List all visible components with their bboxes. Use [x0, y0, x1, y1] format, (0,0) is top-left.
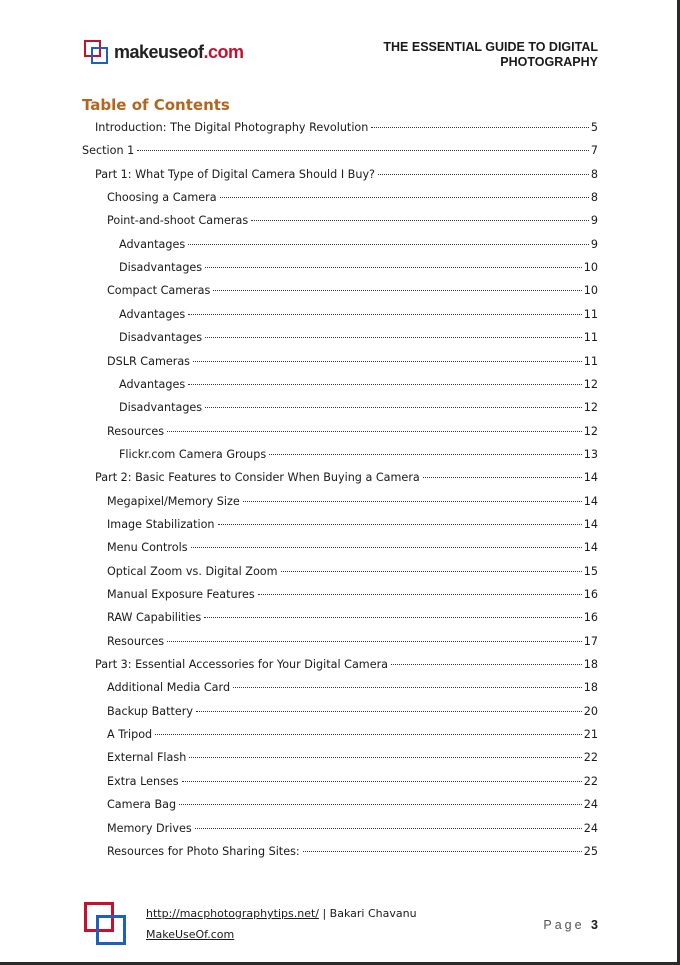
toc-entry-page: 8 — [590, 167, 598, 181]
toc-entry[interactable] — [95, 168, 598, 184]
toc-entry[interactable] — [119, 261, 598, 277]
toc-entry[interactable] — [95, 121, 598, 137]
toc-entry-page: 24 — [583, 821, 598, 835]
toc-entry[interactable] — [107, 728, 598, 744]
toc-dot-leader — [179, 804, 582, 805]
toc-entry-page: 16 — [583, 588, 598, 601]
toc-entry-label: Resources for Photo Sharing Sites: — [107, 844, 300, 858]
toc-entry-label: Point-and-shoot Cameras — [107, 214, 249, 228]
toc-dot-leader — [243, 501, 582, 502]
toc-entry-label: Part 1: What Type of Digital Camera Should I Buy? — [95, 167, 375, 181]
toc-entry[interactable] — [107, 681, 598, 697]
toc-entry-label: Flickr.com Camera Groups — [119, 447, 267, 461]
toc-dot-leader — [281, 571, 582, 572]
toc-entry[interactable] — [119, 238, 598, 254]
toc-entry[interactable] — [119, 308, 598, 324]
toc-entry-page: 8 — [590, 191, 598, 205]
toc-dot-leader — [205, 267, 582, 268]
page-number — [543, 918, 598, 932]
toc-dot-leader — [193, 361, 582, 362]
toc-entry-page: 10 — [583, 284, 598, 298]
footer-logo-icon — [84, 902, 126, 944]
toc-entry[interactable] — [107, 565, 598, 581]
toc-entry-label: Manual Exposure Features — [107, 588, 255, 601]
toc-dot-leader — [423, 477, 582, 478]
toc-heading: Table of Contents — [82, 96, 230, 114]
toc-dot-leader — [189, 757, 581, 758]
toc-entry-page: 12 — [583, 377, 598, 391]
toc-entry[interactable] — [107, 635, 598, 651]
toc-entry-page: 7 — [590, 144, 598, 158]
document-title-line1: THE ESSENTIAL GUIDE TO DIGITAL — [383, 40, 598, 54]
toc-dot-leader — [188, 314, 582, 315]
toc-entry[interactable] — [107, 775, 598, 791]
toc-entry-label: Memory Drives — [107, 821, 192, 835]
toc-entry-page: 10 — [583, 261, 598, 275]
toc-entry-label: Backup Battery — [107, 704, 193, 718]
toc-dot-leader — [218, 524, 582, 525]
toc-entry[interactable] — [107, 355, 598, 371]
logo-suffix: .com — [203, 41, 244, 62]
toc-dot-leader — [155, 734, 582, 735]
toc-entry-page: 5 — [590, 121, 598, 134]
logo-text — [114, 42, 244, 63]
header-logo — [84, 40, 244, 64]
toc-dot-leader — [182, 781, 582, 782]
toc-entry-label: Extra Lenses — [107, 774, 179, 788]
footer-author: | Bakari Chavanu — [318, 907, 417, 920]
toc-dot-leader — [205, 337, 582, 338]
toc-entry[interactable] — [107, 588, 598, 604]
toc-dot-leader — [205, 407, 582, 408]
toc-entry-page: 13 — [583, 447, 598, 461]
toc-entry-page: 9 — [590, 237, 598, 251]
toc-entry-label: Disadvantages — [119, 261, 203, 275]
toc-entry-page: 14 — [583, 541, 598, 555]
toc-dot-leader — [303, 851, 582, 852]
toc-dot-leader — [137, 150, 589, 151]
toc-entry-page: 20 — [583, 704, 598, 718]
toc-entry-label: Introduction: The Digital Photography Revolution — [95, 121, 369, 134]
toc-entry-label: Disadvantages — [119, 401, 203, 415]
toc-entry-label: Part 3: Essential Accessories for Your Digital Camera — [95, 658, 389, 672]
makeuseof-logo-icon — [84, 40, 108, 64]
toc-entry[interactable] — [119, 401, 598, 417]
toc-entry-page: 18 — [583, 681, 598, 695]
footer-site-link[interactable]: MakeUseOf.com — [146, 928, 235, 941]
toc-dot-leader — [220, 197, 589, 198]
toc-entry-label: Advantages — [119, 237, 186, 251]
toc-entry-page: 25 — [583, 844, 598, 858]
document-title — [298, 40, 598, 70]
toc-entry[interactable] — [119, 448, 598, 464]
toc-entry[interactable] — [107, 822, 598, 838]
toc-entry-page: 22 — [583, 751, 598, 765]
toc-entry-label: Additional Media Card — [107, 681, 231, 695]
logo-prefix: makeuseof — [114, 41, 204, 62]
toc-entry-page: 9 — [590, 214, 598, 228]
toc-entry-label: A Tripod — [107, 728, 153, 742]
toc-dot-leader — [213, 290, 581, 291]
toc-entry-label: Advantages — [119, 377, 186, 391]
toc-entry[interactable] — [119, 331, 598, 347]
page-label: Page — [543, 918, 585, 932]
toc-entry[interactable] — [107, 214, 598, 230]
toc-entry-page: 11 — [583, 307, 598, 321]
toc-entry-label: Part 2: Basic Features to Consider When Buying a Camera — [95, 471, 420, 485]
toc-entry-label: Resources — [107, 424, 165, 438]
toc-dot-leader — [258, 594, 582, 595]
toc-entry[interactable] — [107, 705, 598, 721]
toc-dot-leader — [195, 828, 582, 829]
toc-entry-page: 16 — [583, 611, 598, 625]
toc-entry[interactable] — [107, 751, 598, 767]
toc-entry-label: Image Stabilization — [107, 517, 215, 531]
toc-entry-label: Disadvantages — [119, 331, 203, 345]
toc-entry-page: 22 — [583, 774, 598, 788]
page-number-value: 3 — [591, 918, 598, 932]
toc-entry[interactable] — [95, 471, 598, 487]
toc-dot-leader — [188, 244, 589, 245]
toc-entry-label: External Flash — [107, 751, 187, 765]
toc-entry-label: DSLR Cameras — [107, 354, 191, 368]
toc-entry-page: 24 — [583, 798, 598, 812]
toc-dot-leader — [188, 384, 582, 385]
toc-dot-leader — [167, 431, 582, 432]
toc-entry[interactable] — [107, 845, 598, 861]
toc-entry-label: Megapixel/Memory Size — [107, 494, 240, 508]
toc-entry[interactable] — [107, 191, 598, 207]
toc-entry-page: 12 — [583, 401, 598, 415]
toc-dot-leader — [233, 687, 582, 688]
toc-dot-leader — [371, 127, 589, 128]
toc-entry-page: 12 — [583, 424, 598, 438]
toc-dot-leader — [167, 641, 582, 642]
toc-entry-page: 17 — [583, 634, 598, 648]
toc-entry[interactable] — [119, 378, 598, 394]
toc-entry[interactable] — [95, 658, 598, 674]
toc-entry-label: Camera Bag — [107, 798, 177, 812]
toc-entry-label: Advantages — [119, 307, 186, 321]
toc-dot-leader — [269, 454, 582, 455]
toc-entry[interactable] — [107, 611, 598, 627]
toc-entry-label: Compact Cameras — [107, 284, 211, 298]
toc-entry-page: 21 — [583, 728, 598, 742]
footer-url-link[interactable]: http://macphotographytips.net/ — [146, 907, 319, 920]
toc-dot-leader — [391, 664, 582, 665]
toc-entry-page: 11 — [583, 354, 598, 368]
toc-entry-page: 14 — [583, 494, 598, 508]
toc-entry[interactable] — [107, 798, 598, 814]
toc-entry-page: 11 — [583, 331, 598, 345]
toc-entry[interactable] — [107, 425, 598, 441]
toc-entry-page: 18 — [583, 658, 598, 672]
toc-dot-leader — [251, 220, 589, 221]
toc-entry[interactable] — [107, 284, 598, 300]
toc-entry-label: Resources — [107, 634, 165, 648]
toc-entry-label: Section 1 — [82, 144, 135, 158]
toc-entry[interactable] — [107, 518, 598, 534]
toc-entry-page: 15 — [583, 564, 598, 578]
toc-dot-leader — [204, 617, 582, 618]
document-title-line2: PHOTOGRAPHY — [500, 55, 598, 69]
toc-entry-page: 14 — [583, 471, 598, 485]
toc-entry[interactable] — [82, 144, 598, 160]
toc-entry-label: Choosing a Camera — [107, 191, 217, 205]
toc-dot-leader — [196, 711, 582, 712]
toc-dot-leader — [191, 547, 582, 548]
toc-entry-label: Menu Controls — [107, 541, 188, 555]
toc-entry-label: Optical Zoom vs. Digital Zoom — [107, 564, 278, 578]
toc-entry-label: RAW Capabilities — [107, 611, 202, 625]
toc-entry[interactable] — [107, 495, 598, 511]
toc-dot-leader — [378, 174, 589, 175]
toc-entry-page: 14 — [583, 517, 598, 531]
footer-credit — [146, 907, 417, 920]
toc-entry[interactable] — [107, 541, 598, 557]
